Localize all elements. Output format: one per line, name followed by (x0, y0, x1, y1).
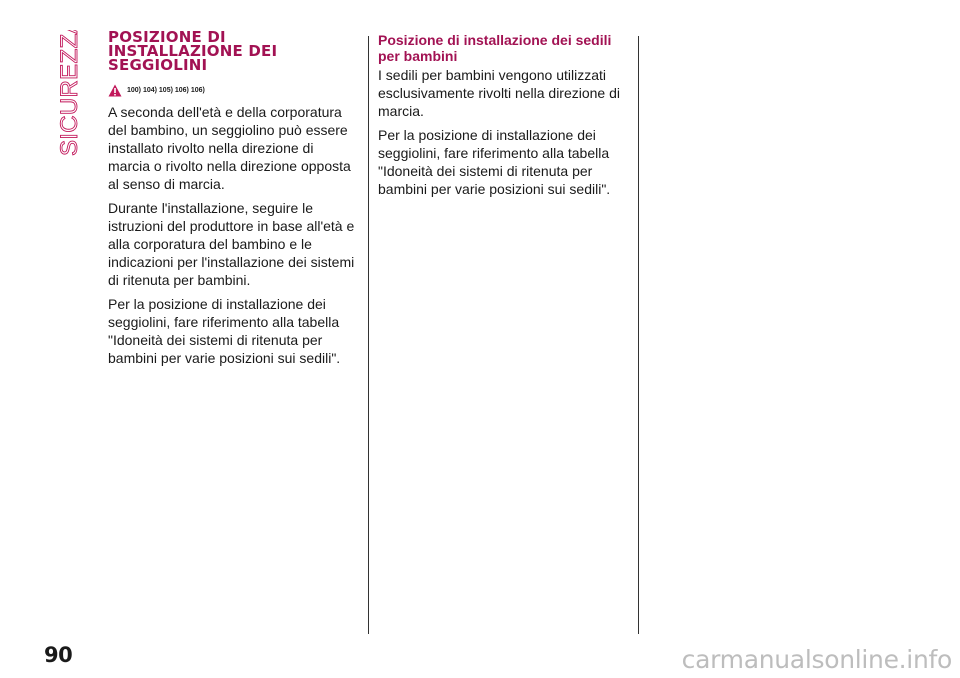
section-title: POSIZIONE DI INSTALLAZIONE DEI SEGGIOLINI (108, 28, 278, 74)
left-column (108, 30, 358, 373)
subsection-title: Posizione di installazione dei sedili per bambini (378, 32, 612, 64)
section-side-label-svg (52, 30, 82, 160)
paragraph: I sedili per bambini vengono utilizzati esclusivamente rivolti nella direzione di marcia. (378, 67, 621, 119)
right-column (378, 32, 628, 204)
column-divider-right (638, 36, 639, 634)
paragraph: Per la posizione di installazione dei seggiolini, fare riferimento alla tabella "Idoneità dei sistemi di ritenuta per bambini per varie posizioni sui sedili". (108, 296, 341, 366)
watermark: carmanualsonline.info (681, 645, 952, 674)
page-number: 90 (44, 643, 73, 667)
warning-references: 100) 104) 105) 106) 106) (127, 86, 205, 94)
paragraph: Durante l'installazione, seguire le istruzioni del produttore in base all'età e alla corporatura del bambino e le indicazioni per l'installazione dei sistemi di ritenuta per bambini. (108, 200, 355, 288)
column-divider-left (368, 36, 369, 634)
warning-row (108, 83, 358, 97)
paragraph: Per la posizione di installazione dei seggiolini, fare riferimento alla tabella "Idoneità dei sistemi di ritenuta per bambini per varie posizioni sui sedili". (378, 127, 611, 197)
section-side-label (52, 30, 82, 160)
section-side-label-text: SICUREZZA (56, 30, 82, 156)
warning-triangle-icon (108, 84, 122, 97)
paragraph: A seconda dell'età e della corporatura del bambino, un seggiolino può essere installato rivolto nella direzione di marcia o rivolto nella direzione opposta al senso di marcia. (108, 104, 351, 192)
